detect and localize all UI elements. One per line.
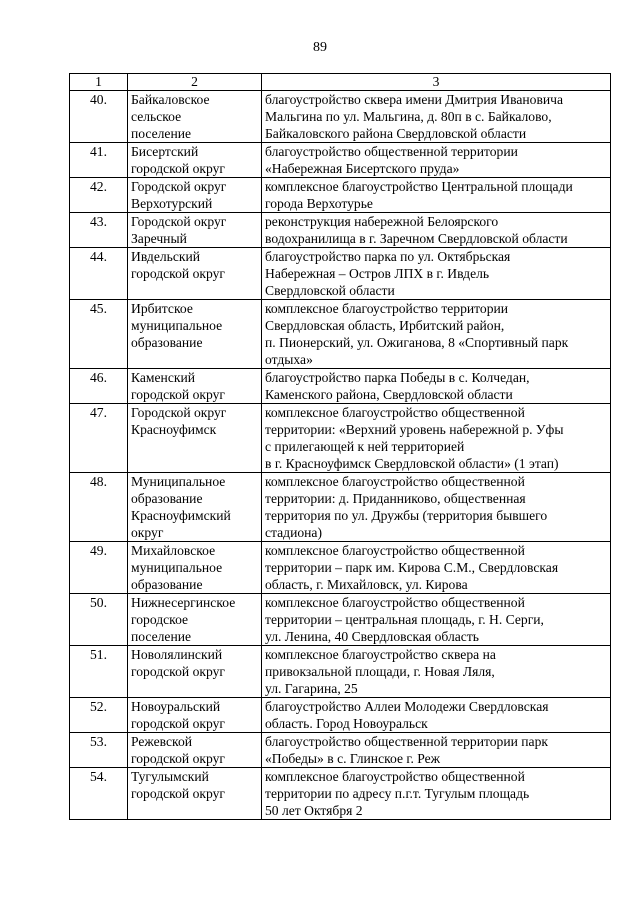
project-description: комплексное благоустройство общественной территории: д. Приданниково, общественная территория по ул. Дружбы (территория бывшего стадиона): [262, 473, 611, 542]
municipality-name: Каменский городской округ: [128, 369, 262, 404]
row-number: 54.: [70, 768, 128, 820]
table-row: [70, 143, 611, 178]
table-row: [70, 594, 611, 646]
municipality-name: Байкаловское сельское поселение: [128, 91, 262, 143]
table-row: [70, 646, 611, 698]
municipality-name: Нижнесергинское городское поселение: [128, 594, 262, 646]
row-number: 50.: [70, 594, 128, 646]
municipality-name: Режевской городской округ: [128, 733, 262, 768]
municipality-name: Городской округ Заречный: [128, 213, 262, 248]
project-description: благоустройство общественной территории парк «Победы» в с. Глинское г. Реж: [262, 733, 611, 768]
row-number: 43.: [70, 213, 128, 248]
table-row: [70, 542, 611, 594]
header-column-2: 2: [128, 74, 262, 91]
row-number: 46.: [70, 369, 128, 404]
project-description: благоустройство общественной территории «Набережная Бисертского пруда»: [262, 143, 611, 178]
project-description: комплексное благоустройство Центральной площади города Верхотурье: [262, 178, 611, 213]
table-row: [70, 733, 611, 768]
municipality-name: Ирбитское муниципальное образование: [128, 300, 262, 369]
table-row: [70, 248, 611, 300]
row-number: 53.: [70, 733, 128, 768]
table-row: [70, 473, 611, 542]
table-row: [70, 768, 611, 820]
project-description: комплексное благоустройство общественной территории – парк им. Кирова С.М., Свердловская область, г. Михайловск, ул. Кирова: [262, 542, 611, 594]
table-row: [70, 300, 611, 369]
row-number: 47.: [70, 404, 128, 473]
projects-table: [69, 73, 611, 820]
row-number: 51.: [70, 646, 128, 698]
project-description: реконструкция набережной Белоярского водохранилища в г. Заречном Свердловской области: [262, 213, 611, 248]
project-description: комплексное благоустройство территории Свердловская область, Ирбитский район, п. Пионерский, ул. Ожиганова, 8 «Спортивный парк отдыха»: [262, 300, 611, 369]
project-description: благоустройство парка по ул. Октябрьская Набережная – Остров ЛПХ в г. Ивдель Свердловской области: [262, 248, 611, 300]
row-number: 48.: [70, 473, 128, 542]
page-number: 89: [313, 40, 327, 55]
row-number: 44.: [70, 248, 128, 300]
project-description: благоустройство парка Победы в с. Колчедан, Каменского района, Свердловской области: [262, 369, 611, 404]
table-row: [70, 213, 611, 248]
row-number: 52.: [70, 698, 128, 733]
row-number: 41.: [70, 143, 128, 178]
municipality-name: Ивдельский городской округ: [128, 248, 262, 300]
header-column-3: 3: [262, 74, 611, 91]
row-number: 45.: [70, 300, 128, 369]
municipality-name: Михайловское муниципальное образование: [128, 542, 262, 594]
table-row: [70, 404, 611, 473]
row-number: 49.: [70, 542, 128, 594]
header-column-1: 1: [70, 74, 128, 91]
table-row: [70, 91, 611, 143]
row-number: 40.: [70, 91, 128, 143]
project-description: благоустройство Аллеи Молодежи Свердловская область. Город Новоуральск: [262, 698, 611, 733]
municipality-name: Бисертский городской округ: [128, 143, 262, 178]
project-description: комплексное благоустройство общественной территории – центральная площадь, г. Н. Серги, ул. Ленина, 40 Свердловская область: [262, 594, 611, 646]
project-description: комплексное благоустройство общественной территории по адресу п.г.т. Тугулым площадь 50 лет Октября 2: [262, 768, 611, 820]
municipality-name: Городской округ Верхотурский: [128, 178, 262, 213]
project-description: комплексное благоустройство сквера на привокзальной площади, г. Новая Ляля, ул. Гагарина, 25: [262, 646, 611, 698]
project-description: комплексное благоустройство общественной территории: «Верхний уровень набережной р. Уфы с прилегающей к ней территорией в г. Красноуфимск Свердловской области» (1 этап): [262, 404, 611, 473]
project-description: благоустройство сквера имени Дмитрия Ивановича Мальгина по ул. Мальгина, д. 80п в с. Байкалово, Байкаловского района Свердловской области: [262, 91, 611, 143]
municipality-name: Новоуральский городской округ: [128, 698, 262, 733]
municipality-name: Новолялинский городской округ: [128, 646, 262, 698]
row-number: 42.: [70, 178, 128, 213]
table-row: [70, 698, 611, 733]
municipality-name: Городской округ Красноуфимск: [128, 404, 262, 473]
table-row: [70, 178, 611, 213]
municipality-name: Тугулымский городской округ: [128, 768, 262, 820]
table-row: [70, 369, 611, 404]
table-header-row: [70, 74, 611, 91]
municipality-name: Муниципальное образование Красноуфимский округ: [128, 473, 262, 542]
